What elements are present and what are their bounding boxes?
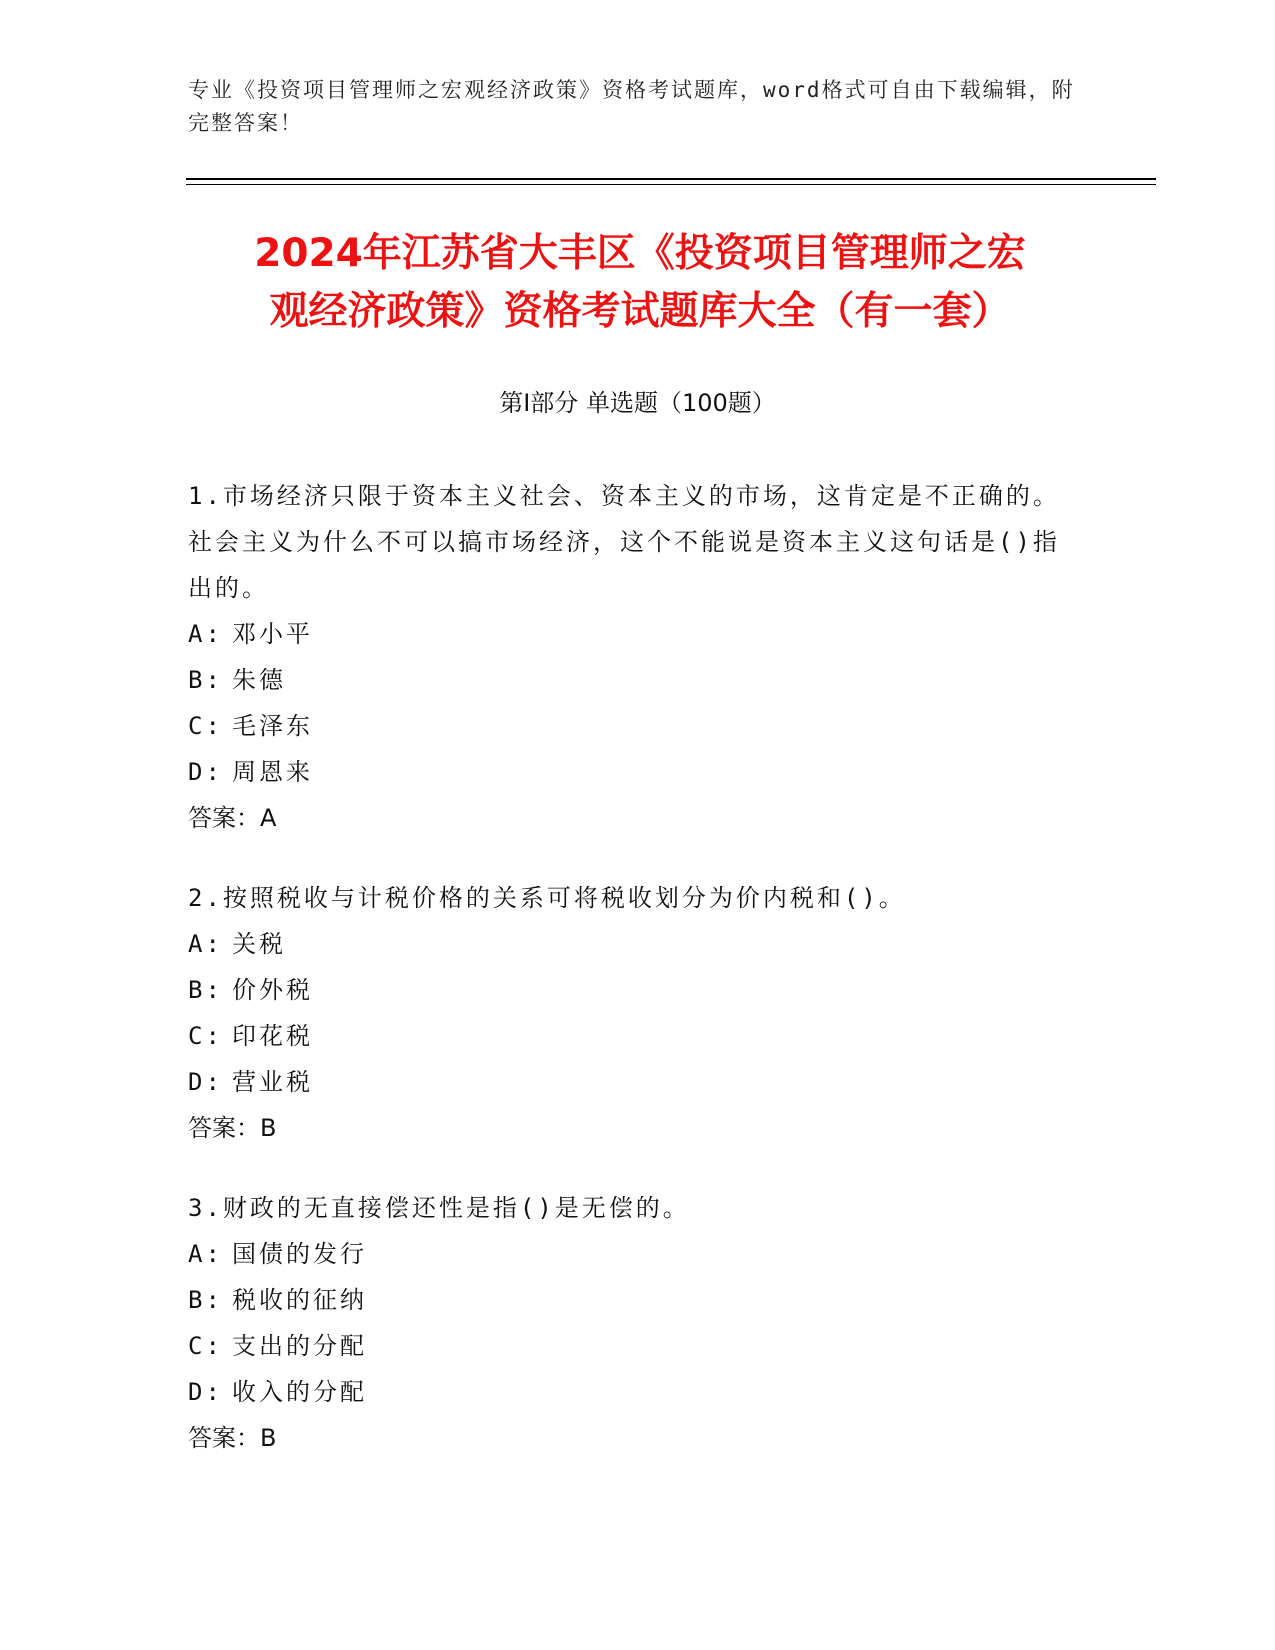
header-rule-thin (186, 184, 1156, 185)
option-key: C: (188, 712, 223, 740)
option-text: 朱德 (232, 666, 286, 694)
question-stem: 2.按照税收与计税价格的关系可将税收划分为价内税和()。 (188, 884, 906, 912)
option-key: C: (188, 1332, 223, 1360)
option-d (188, 1059, 1068, 1105)
option-key: C: (188, 1022, 223, 1050)
option-a (188, 921, 1068, 967)
answer-label: 答案： (188, 1424, 260, 1452)
answer-value: B (260, 1114, 277, 1142)
answer-label: 答案： (188, 804, 260, 832)
option-text: 印花税 (232, 1022, 313, 1050)
option-b (188, 657, 1068, 703)
question-3 (188, 1185, 1068, 1461)
option-key: D: (188, 758, 223, 786)
document-title-line-2: 观经济政策》资格考试题库大全（有一套） (269, 289, 1011, 334)
document-title (190, 225, 1090, 341)
option-text: 收入的分配 (232, 1378, 367, 1406)
option-text: 价外税 (232, 976, 313, 1004)
option-c (188, 1323, 1068, 1369)
question-list (188, 473, 1068, 1495)
option-text: 毛泽东 (232, 712, 313, 740)
answer-label: 答案： (188, 1114, 260, 1142)
option-key: D: (188, 1378, 223, 1406)
option-a (188, 1231, 1068, 1277)
section-heading: 第Ⅰ部分 单选题（100题） (499, 389, 776, 417)
option-b (188, 1277, 1068, 1323)
option-text: 邓小平 (232, 620, 313, 648)
option-d (188, 1369, 1068, 1415)
option-text: 税收的征纳 (232, 1286, 367, 1314)
option-d (188, 749, 1068, 795)
question-stem: 3.财政的无直接偿还性是指()是无偿的。 (188, 1194, 690, 1222)
option-a (188, 611, 1068, 657)
document-title-line-1: 2024年江苏省大丰区《投资项目管理师之宏 (254, 231, 1026, 276)
option-key: B: (188, 1286, 223, 1314)
answer-value: A (260, 804, 277, 832)
option-key: A: (188, 620, 223, 648)
answer-line (188, 795, 1068, 841)
question-1 (188, 473, 1068, 841)
answer-line (188, 1105, 1068, 1151)
option-text: 国债的发行 (232, 1240, 367, 1268)
option-key: B: (188, 976, 223, 1004)
option-key: A: (188, 1240, 223, 1268)
option-key: D: (188, 1068, 223, 1096)
option-text: 支出的分配 (232, 1332, 367, 1360)
header-note: 专业《投资项目管理师之宏观经济政策》资格考试题库，word格式可自由下载编辑，附完整答案！ (188, 78, 1075, 135)
option-c (188, 1013, 1068, 1059)
option-text: 营业税 (232, 1068, 313, 1096)
header-rule-thick (186, 178, 1156, 180)
question-stem: 1.市场经济只限于资本主义社会、资本主义的市场，这肯定是不正确的。社会主义为什么不可以搞市场经济，这个不能说是资本主义这句话是()指出的。 (188, 482, 1060, 602)
option-key: B: (188, 666, 223, 694)
option-key: A: (188, 930, 223, 958)
answer-line (188, 1415, 1068, 1461)
option-b (188, 967, 1068, 1013)
option-c (188, 703, 1068, 749)
question-2 (188, 875, 1068, 1151)
answer-value: B (260, 1424, 277, 1452)
option-text: 周恩来 (232, 758, 313, 786)
option-text: 关税 (232, 930, 286, 958)
